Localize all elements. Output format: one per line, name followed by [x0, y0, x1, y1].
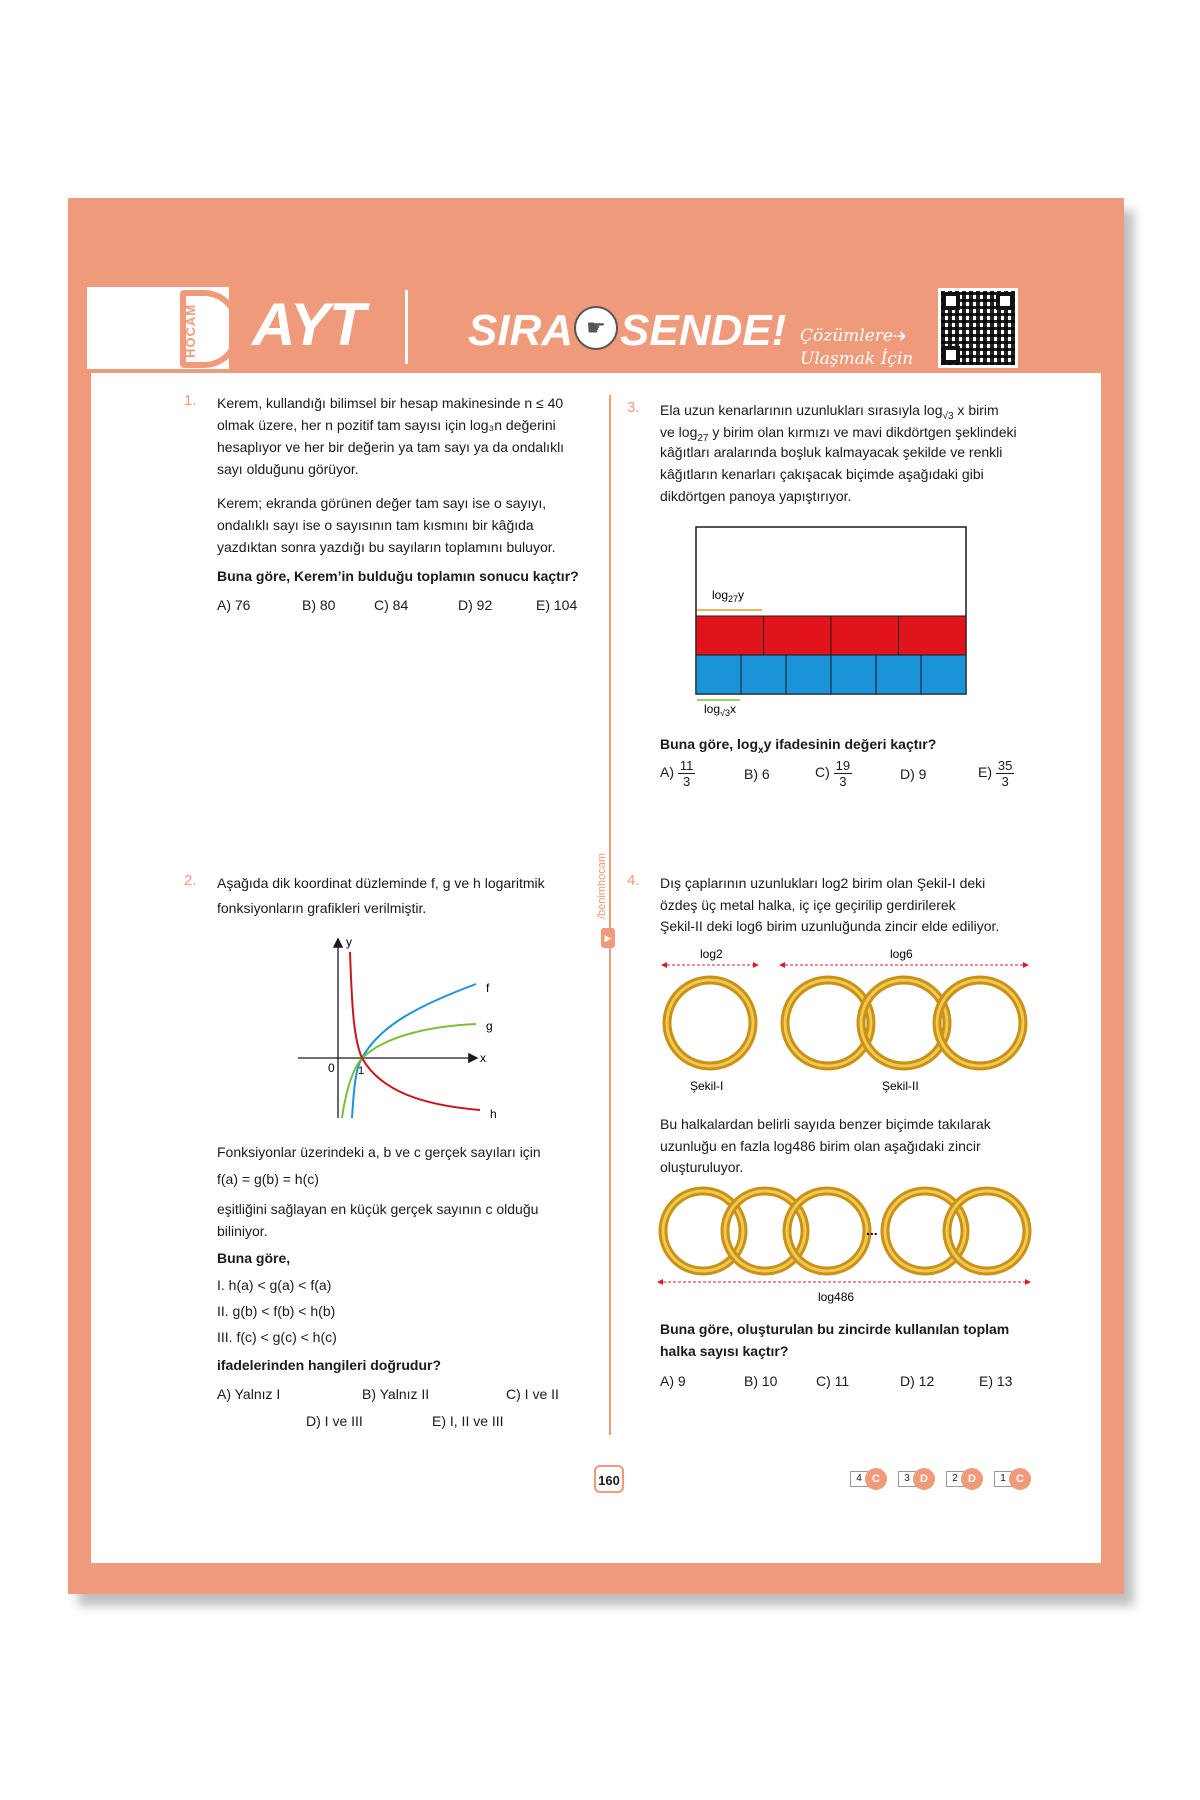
q2-option-b[interactable]: B) Yalnız II — [362, 1386, 430, 1402]
q4-line-3: Şekil-II deki log6 birim uzunluğunda zincir elde ediliyor. — [660, 918, 1000, 934]
q4-line-2: özdeş üç metal halka, iç içe geçirilip gerdirilerek — [660, 897, 956, 913]
figure-1-caption: Şekil-I — [690, 1079, 724, 1093]
solutions-line-2: Ulaşmak İçin — [800, 349, 914, 369]
q2-graph — [290, 930, 510, 1125]
arrow-right-icon: ⇢ — [888, 323, 907, 348]
origin-label: 0 — [328, 1061, 335, 1075]
q1-question: Buna göre, Kerem’in bulduğu toplamın sonucu kaçtır? — [217, 568, 579, 584]
q2-option-e[interactable]: E) I, II ve III — [432, 1413, 504, 1429]
header-divider — [405, 290, 408, 364]
y-label: y — [346, 935, 352, 949]
column-divider — [609, 395, 611, 1435]
side-tag: /benimhocam — [596, 850, 608, 922]
q3-option-e[interactable]: E) $\frac{35}{3}$ — [978, 758, 1013, 789]
exam-title: AYT — [252, 291, 365, 358]
q2-paragraph-2: Fonksiyonlar üzerindeki a, b ve c gerçek sayıları için — [217, 1144, 541, 1160]
q4-line-1: Dış çaplarının uzunlukları log2 birim olan Şekil-I deki — [660, 875, 986, 891]
chain-ellipsis: ... — [866, 1222, 878, 1238]
q1-option-e[interactable]: E) 104 — [536, 597, 578, 613]
q1-option-d[interactable]: D) 92 — [458, 597, 493, 613]
q3-board-figure — [690, 525, 975, 725]
log6-label: log6 — [890, 947, 913, 961]
answer-key-number: 1 — [994, 1471, 1012, 1487]
blue-label: $\log_{√3}x$ — [704, 702, 736, 718]
q2-paragraph-3b: biliniyor. — [217, 1223, 268, 1239]
q3-line-5: dikdörtgen panoya yapıştırıyor. — [660, 488, 852, 504]
q4-p2-line-3: oluşturuluyor. — [660, 1159, 744, 1175]
qr-finder-icon — [996, 292, 1014, 310]
log2-label: log2 — [700, 947, 723, 961]
q4-p2-line-1: Bu halkalardan belirli sayıda benzer biçimde takılarak — [660, 1116, 991, 1132]
q1-paragraph-1: Kerem, kullandığı bilimsel bir hesap makinesinde n ≤ 40 olmak üzere, her n pozitif tam sayısı için log₃n değerini hesaplıyor ve her bir değerin ya tam sayı ya da ondalıklı sayı olduğunu görüyor. — [217, 395, 565, 477]
q3-option-c[interactable]: C) $\frac{19}{3}$ — [815, 758, 851, 789]
q3-line-2: ve $\log_{27} y$ birim olan kırmızı ve mavi dikdörtgen şeklindeki — [660, 424, 1017, 444]
q3-option-d[interactable]: D) 9 — [900, 766, 927, 782]
q4-option-c[interactable]: C) 11 — [816, 1373, 850, 1389]
figure-2-chain — [785, 980, 1023, 1066]
h-curve — [350, 952, 480, 1110]
long-chain — [663, 1191, 1027, 1271]
q3-number: 3. — [627, 399, 640, 416]
q2-option-c[interactable]: C) I ve II — [506, 1386, 559, 1402]
blue-strip — [696, 655, 966, 694]
q2-lead: Buna göre, — [217, 1250, 291, 1266]
answer-key-number: 2 — [946, 1471, 964, 1487]
answer-key-value: D — [913, 1468, 935, 1490]
brand-label: HOCAM — [183, 303, 198, 359]
q2-statement-3: III. f(c) < g(c) < h(c) — [217, 1329, 337, 1345]
red-label: $\log_{27}y$ — [712, 588, 745, 604]
q2-intro-1: Aşağıda dik koordinat düzleminde f, g ve h logaritmik — [217, 875, 545, 891]
q4-option-e[interactable]: E) 13 — [979, 1373, 1013, 1389]
g-label: g — [486, 1019, 493, 1033]
q2-option-a[interactable]: A) Yalnız I — [217, 1386, 281, 1402]
play-icon: ▶ — [601, 928, 615, 948]
answer-key-value: C — [865, 1468, 887, 1490]
q4-rings-figure — [650, 940, 1040, 1100]
x-label: x — [480, 1051, 486, 1065]
q2-paragraph-3a: eşitliğini sağlayan en küçük gerçek sayının c olduğu — [217, 1201, 539, 1217]
figure-2-caption: Şekil-II — [882, 1079, 919, 1093]
answer-key-3 — [898, 1468, 935, 1490]
q4-option-a[interactable]: A) 9 — [660, 1373, 686, 1389]
title-sende: SENDE! — [620, 306, 787, 355]
q3-question: Buna göre, $\log_xy$ ifadesinin değeri kaçtır? — [660, 736, 937, 756]
q4-question-1: Buna göre, oluşturulan bu zincirde kullanılan toplam — [660, 1321, 1010, 1337]
q4-option-b[interactable]: B) 10 — [744, 1373, 778, 1389]
q2-equation: f(a) = g(b) = h(c) — [217, 1171, 319, 1187]
q4-question-2: halka sayısı kaçtır? — [660, 1343, 789, 1359]
q3-line-3: kâğıtları aralarında boşluk kalmayacak şekilde ve renkli — [660, 444, 1003, 460]
qr-finder-icon — [942, 346, 960, 364]
log486-label: log486 — [818, 1290, 855, 1304]
f-label: f — [486, 981, 490, 995]
page-number: 160 — [594, 1465, 624, 1493]
q4-long-chain-figure — [650, 1182, 1040, 1310]
answer-key-number: 3 — [898, 1471, 916, 1487]
q2-number: 2. — [184, 872, 197, 889]
q4-number: 4. — [627, 872, 640, 889]
solutions-line-1: Çözümlere — [800, 326, 893, 346]
q3-line-1: Ela uzun kenarlarının uzunlukları sırasıyla $\log_{√3} x$ birim — [660, 402, 999, 422]
title-sira: SIRA — [468, 306, 574, 355]
q4-option-d[interactable]: D) 12 — [900, 1373, 935, 1389]
one-label: 1 — [358, 1065, 365, 1077]
q1-paragraph-2: Kerem; ekranda görünen değer tam sayı ise o sayıyı, ondalıklı sayı ise o sayısının tam kısmını bir kâğıda yazdıktan sonra yazdığı bu sayıların toplamını buluyor. — [217, 495, 556, 555]
q1-option-a[interactable]: A) 76 — [217, 597, 251, 613]
answer-key-number: 4 — [850, 1471, 868, 1487]
q1-number: 1. — [184, 392, 197, 409]
answer-key-2 — [946, 1468, 983, 1490]
q2-option-d[interactable]: D) I ve III — [306, 1413, 363, 1429]
q3-option-b[interactable]: B) 6 — [744, 766, 770, 782]
answer-key-1 — [994, 1468, 1031, 1490]
pointing-fist-icon: ☛ — [574, 306, 618, 350]
q2-intro-2: fonksiyonların grafikleri verilmiştir. — [217, 900, 427, 916]
q1-option-b[interactable]: B) 80 — [302, 597, 336, 613]
h-label: h — [490, 1107, 497, 1121]
red-strip — [696, 616, 966, 655]
qr-code[interactable] — [938, 288, 1018, 368]
q2-statement-1: I. h(a) < g(a) < f(a) — [217, 1277, 332, 1293]
q3-line-4: kâğıtların kenarları çakışacak biçimde aşağıdaki gibi — [660, 466, 984, 482]
q4-p2-line-2: uzunluğu en fazla log486 birim olan aşağıdaki zincir — [660, 1138, 981, 1154]
q3-option-a[interactable]: A) $\frac{11}{3}$ — [660, 758, 694, 789]
q1-option-c[interactable]: C) 84 — [374, 597, 409, 613]
q2-question: ifadelerinden hangileri doğrudur? — [217, 1357, 442, 1373]
q2-statement-2: II. g(b) < f(b) < h(b) — [217, 1303, 336, 1319]
answer-key-value: D — [961, 1468, 983, 1490]
answer-key-value: C — [1009, 1468, 1031, 1490]
qr-finder-icon — [942, 292, 960, 310]
answer-key-4 — [850, 1468, 887, 1490]
figure-1-ring — [667, 980, 753, 1066]
